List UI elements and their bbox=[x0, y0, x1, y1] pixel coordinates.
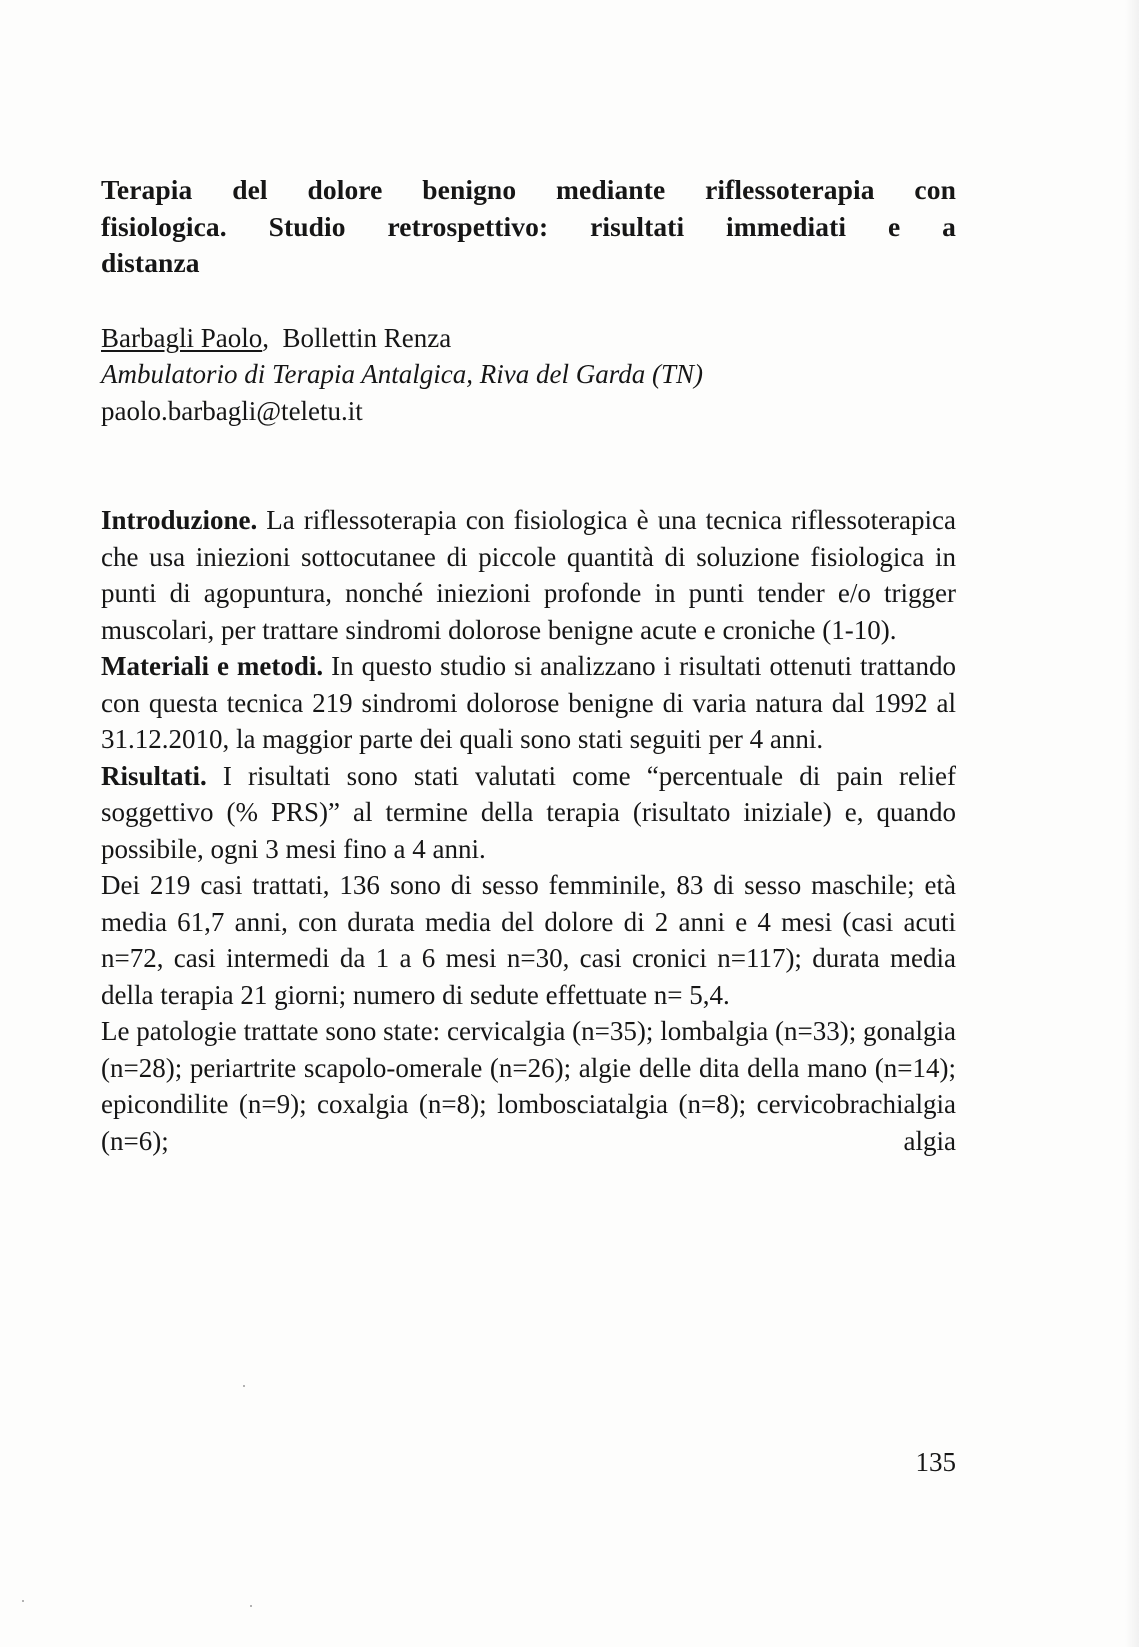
abstract-body bbox=[101, 502, 956, 1159]
paragraph-casi-trattati bbox=[101, 867, 956, 1013]
author-corresponding: Barbagli Paolo bbox=[101, 322, 263, 353]
paragraph-text-patologie: Le patologie trattate sono state: cervicalgia (n=35); lombalgia (n=33); gonalgia (n=28); periartrite scapolo-omerale (n=26); algie delle dita della mano (n=14); epicondilite (n=9); coxalgia (n=8); lombosciatalgia (n=8); cervicobrachialgia (n=6); algia bbox=[101, 1016, 956, 1156]
section-heading-introduzione: Introduzione. bbox=[101, 505, 258, 535]
scan-edge-shadow bbox=[1125, 0, 1139, 1647]
section-risultati bbox=[101, 758, 956, 868]
scan-speck bbox=[22, 1600, 24, 1602]
section-heading-materiali-metodi: Materiali e metodi. bbox=[101, 651, 324, 681]
page-number: 135 bbox=[915, 1447, 956, 1477]
section-introduzione bbox=[101, 502, 956, 648]
title-line-3: distanza bbox=[101, 247, 200, 278]
title-line-1: Terapia del dolore benigno mediante riflessoterapia con bbox=[101, 174, 956, 205]
paper-page bbox=[101, 172, 956, 1159]
title-line-2: fisiologica. Studio retrospettivo: risultati immediati e a bbox=[101, 210, 956, 242]
author-separator: , bbox=[262, 322, 283, 353]
author-list bbox=[101, 320, 956, 357]
section-materiali-metodi bbox=[101, 648, 956, 758]
section-text-risultati: I risultati sono stati valutati come “percentuale di pain relief soggettivo (% PRS)” al termine della terapia (risultato iniziale) e, quando possibile, ogni 3 mesi fino a 4 anni. bbox=[101, 760, 956, 864]
affiliation: Ambulatorio di Terapia Antalgica, Riva del Garda (TN) bbox=[101, 359, 704, 389]
author-email: paolo.barbagli@teletu.it bbox=[101, 395, 363, 426]
section-text-introduzione: La riflessoterapia con fisiologica è una tecnica riflessoterapica che usa iniezioni sottocutanee di piccole quantità di soluzione fisiologica in punti di agopuntura, nonché iniezioni profonde in punti tender e/o trigger muscolari, per trattare sindromi dolorose benigne acute e croniche (1-10). bbox=[101, 505, 956, 645]
paper-title bbox=[101, 172, 956, 282]
author-second: Bollettin Renza bbox=[282, 322, 452, 353]
section-text-materiali-metodi: In questo studio si analizzano i risultati ottenuti trattando con questa tecnica 219 sindromi dolorose benigne di varia natura dal 1992 al 31.12.2010, la maggior parte dei quali sono stati seguiti per 4 anni. bbox=[101, 651, 957, 754]
paragraph-text-casi-trattati: Dei 219 casi trattati, 136 sono di sesso femminile, 83 di sesso maschile; età media 61,7 anni, con durata media del dolore di 2 anni e 4 mesi (casi acuti n=72, casi intermedi da 1 a 6 mesi n=30, casi cronici n=117); durata media della terapia 21 giorni; numero di sedute effettuate n= 5,4. bbox=[101, 870, 956, 1010]
scan-speck bbox=[250, 1605, 252, 1607]
section-heading-risultati: Risultati. bbox=[101, 760, 207, 791]
paragraph-patologie bbox=[101, 1013, 956, 1159]
scan-speck bbox=[243, 1385, 245, 1387]
